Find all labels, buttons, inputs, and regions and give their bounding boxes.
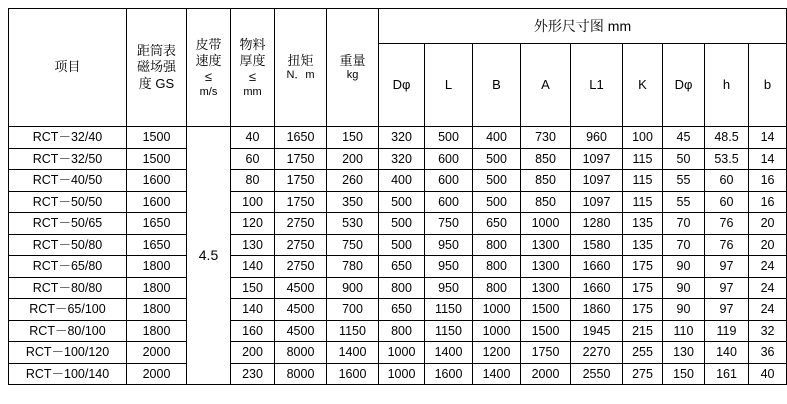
cell-K: 100: [623, 127, 663, 149]
cell-field-strength: 1500: [127, 148, 187, 170]
cell-L1: 2270: [571, 342, 623, 364]
cell-item: RCT－50/50: [9, 191, 127, 213]
cell-b: 24: [749, 256, 787, 278]
header-dimension-group: 外形尺寸图 mm: [379, 9, 787, 44]
cell-material-thickness: 130: [231, 234, 275, 256]
cell-weight: 1400: [327, 342, 379, 364]
cell-A: 1750: [521, 342, 571, 364]
cell-b: 20: [749, 234, 787, 256]
cell-h: 97: [705, 256, 749, 278]
cell-B: 1400: [473, 363, 521, 385]
cell-torque: 1750: [275, 170, 327, 192]
cell-torque: 8000: [275, 363, 327, 385]
cell-torque: 2750: [275, 256, 327, 278]
table-row: [9, 299, 787, 321]
table-header: [9, 9, 787, 127]
cell-field-strength: 1600: [127, 170, 187, 192]
cell-K: 175: [623, 256, 663, 278]
table-row: [9, 148, 787, 170]
cell-D2: 90: [663, 277, 705, 299]
cell-D2: 150: [663, 363, 705, 385]
header-belt-speed: 皮带 速度 ≤ m/s: [187, 9, 231, 127]
table-row: [9, 170, 787, 192]
cell-L: 600: [425, 191, 473, 213]
cell-L1: 2550: [571, 363, 623, 385]
cell-L1: 1580: [571, 234, 623, 256]
cell-field-strength: 1600: [127, 191, 187, 213]
cell-L1: 1097: [571, 170, 623, 192]
table-row: [9, 342, 787, 364]
cell-A: 1500: [521, 320, 571, 342]
cell-D1: 800: [379, 277, 425, 299]
cell-torque: 1650: [275, 127, 327, 149]
cell-D2: 70: [663, 213, 705, 235]
cell-b: 14: [749, 127, 787, 149]
cell-D1: 1000: [379, 342, 425, 364]
table-row: [9, 363, 787, 385]
cell-h: 76: [705, 234, 749, 256]
cell-K: 115: [623, 191, 663, 213]
header-weight: 重量 kg: [327, 9, 379, 127]
cell-D1: 400: [379, 170, 425, 192]
cell-torque: 8000: [275, 342, 327, 364]
cell-weight: 1150: [327, 320, 379, 342]
cell-A: 1000: [521, 213, 571, 235]
cell-field-strength: 2000: [127, 363, 187, 385]
cell-L: 950: [425, 234, 473, 256]
cell-torque: 4500: [275, 320, 327, 342]
cell-material-thickness: 100: [231, 191, 275, 213]
header-torque: 扭矩 N．m: [275, 9, 327, 127]
cell-L: 600: [425, 170, 473, 192]
cell-b: 20: [749, 213, 787, 235]
cell-B: 1000: [473, 320, 521, 342]
cell-D1: 320: [379, 148, 425, 170]
cell-L1: 960: [571, 127, 623, 149]
cell-item: RCT－100/120: [9, 342, 127, 364]
table-row: [9, 234, 787, 256]
cell-torque: 2750: [275, 234, 327, 256]
cell-B: 800: [473, 256, 521, 278]
cell-material-thickness: 140: [231, 256, 275, 278]
cell-h: 48.5: [705, 127, 749, 149]
cell-K: 115: [623, 148, 663, 170]
cell-field-strength: 1800: [127, 299, 187, 321]
cell-K: 255: [623, 342, 663, 364]
cell-L1: 1280: [571, 213, 623, 235]
cell-D2: 45: [663, 127, 705, 149]
table-body: [9, 127, 787, 385]
cell-K: 175: [623, 299, 663, 321]
cell-h: 97: [705, 299, 749, 321]
cell-b: 14: [749, 148, 787, 170]
table-row: [9, 191, 787, 213]
cell-B: 1000: [473, 299, 521, 321]
cell-material-thickness: 230: [231, 363, 275, 385]
cell-h: 60: [705, 191, 749, 213]
cell-L1: 1660: [571, 256, 623, 278]
cell-L: 750: [425, 213, 473, 235]
cell-K: 175: [623, 277, 663, 299]
cell-weight: 350: [327, 191, 379, 213]
cell-torque: 1750: [275, 191, 327, 213]
header-material-thickness: 物料 厚度 ≤ mm: [231, 9, 275, 127]
cell-h: 161: [705, 363, 749, 385]
cell-D2: 130: [663, 342, 705, 364]
cell-B: 500: [473, 148, 521, 170]
cell-L: 1150: [425, 299, 473, 321]
cell-D2: 110: [663, 320, 705, 342]
header-dim-L1: L1: [571, 44, 623, 127]
cell-b: 16: [749, 170, 787, 192]
cell-B: 500: [473, 191, 521, 213]
cell-D2: 90: [663, 256, 705, 278]
cell-A: 1500: [521, 299, 571, 321]
cell-weight: 150: [327, 127, 379, 149]
cell-item: RCT－80/100: [9, 320, 127, 342]
cell-field-strength: 1650: [127, 234, 187, 256]
header-dim-b: b: [749, 44, 787, 127]
cell-material-thickness: 200: [231, 342, 275, 364]
cell-A: 730: [521, 127, 571, 149]
cell-L: 600: [425, 148, 473, 170]
cell-L: 950: [425, 256, 473, 278]
cell-B: 800: [473, 277, 521, 299]
cell-torque: 4500: [275, 277, 327, 299]
header-dim-B: B: [473, 44, 521, 127]
cell-h: 97: [705, 277, 749, 299]
cell-weight: 530: [327, 213, 379, 235]
cell-L1: 1097: [571, 191, 623, 213]
cell-item: RCT－65/100: [9, 299, 127, 321]
cell-h: 119: [705, 320, 749, 342]
cell-torque: 2750: [275, 213, 327, 235]
cell-L1: 1097: [571, 148, 623, 170]
cell-b: 32: [749, 320, 787, 342]
cell-A: 1300: [521, 234, 571, 256]
cell-L1: 1945: [571, 320, 623, 342]
cell-field-strength: 1650: [127, 213, 187, 235]
cell-D1: 500: [379, 213, 425, 235]
cell-b: 24: [749, 277, 787, 299]
cell-K: 135: [623, 213, 663, 235]
cell-belt-speed: 4.5: [187, 127, 231, 385]
cell-field-strength: 2000: [127, 342, 187, 364]
cell-h: 140: [705, 342, 749, 364]
cell-weight: 900: [327, 277, 379, 299]
cell-D1: 800: [379, 320, 425, 342]
cell-h: 53.5: [705, 148, 749, 170]
cell-D2: 70: [663, 234, 705, 256]
cell-A: 850: [521, 170, 571, 192]
table-row: [9, 256, 787, 278]
cell-torque: 4500: [275, 299, 327, 321]
cell-D1: 650: [379, 299, 425, 321]
header-dim-D1: Dφ: [379, 44, 425, 127]
cell-field-strength: 1800: [127, 320, 187, 342]
cell-material-thickness: 80: [231, 170, 275, 192]
cell-D2: 50: [663, 148, 705, 170]
cell-field-strength: 1800: [127, 256, 187, 278]
cell-L: 500: [425, 127, 473, 149]
cell-material-thickness: 60: [231, 148, 275, 170]
cell-b: 36: [749, 342, 787, 364]
header-dim-L: L: [425, 44, 473, 127]
table-row: [9, 277, 787, 299]
cell-item: RCT－32/40: [9, 127, 127, 149]
cell-D1: 500: [379, 234, 425, 256]
cell-L1: 1660: [571, 277, 623, 299]
cell-b: 24: [749, 299, 787, 321]
header-dim-A: A: [521, 44, 571, 127]
cell-h: 60: [705, 170, 749, 192]
cell-K: 215: [623, 320, 663, 342]
cell-field-strength: 1800: [127, 277, 187, 299]
header-dim-D2: Dφ: [663, 44, 705, 127]
cell-B: 400: [473, 127, 521, 149]
cell-D1: 500: [379, 191, 425, 213]
cell-D1: 320: [379, 127, 425, 149]
cell-field-strength: 1500: [127, 127, 187, 149]
cell-D2: 55: [663, 170, 705, 192]
cell-item: RCT－80/80: [9, 277, 127, 299]
cell-weight: 1600: [327, 363, 379, 385]
cell-material-thickness: 160: [231, 320, 275, 342]
cell-A: 850: [521, 148, 571, 170]
cell-item: RCT－50/80: [9, 234, 127, 256]
cell-D2: 90: [663, 299, 705, 321]
table-row: [9, 127, 787, 149]
cell-weight: 780: [327, 256, 379, 278]
cell-weight: 260: [327, 170, 379, 192]
cell-item: RCT－65/80: [9, 256, 127, 278]
cell-item: RCT－40/50: [9, 170, 127, 192]
cell-weight: 700: [327, 299, 379, 321]
cell-weight: 200: [327, 148, 379, 170]
cell-weight: 750: [327, 234, 379, 256]
cell-material-thickness: 120: [231, 213, 275, 235]
cell-A: 1300: [521, 256, 571, 278]
header-row-top: [9, 9, 787, 44]
cell-B: 650: [473, 213, 521, 235]
cell-D1: 650: [379, 256, 425, 278]
cell-material-thickness: 150: [231, 277, 275, 299]
cell-b: 16: [749, 191, 787, 213]
table-row: [9, 320, 787, 342]
cell-b: 40: [749, 363, 787, 385]
cell-A: 1300: [521, 277, 571, 299]
cell-K: 135: [623, 234, 663, 256]
cell-material-thickness: 140: [231, 299, 275, 321]
header-field-strength: 距筒表 磁场强 度 GS: [127, 9, 187, 127]
cell-L: 1600: [425, 363, 473, 385]
cell-torque: 1750: [275, 148, 327, 170]
cell-D2: 55: [663, 191, 705, 213]
cell-item: RCT－100/140: [9, 363, 127, 385]
cell-K: 275: [623, 363, 663, 385]
cell-L: 1150: [425, 320, 473, 342]
cell-K: 115: [623, 170, 663, 192]
header-item: 项目: [9, 9, 127, 127]
cell-L: 950: [425, 277, 473, 299]
cell-D1: 1000: [379, 363, 425, 385]
specification-table: [8, 8, 787, 385]
cell-item: RCT－50/65: [9, 213, 127, 235]
cell-B: 500: [473, 170, 521, 192]
header-dim-K: K: [623, 44, 663, 127]
cell-A: 2000: [521, 363, 571, 385]
cell-item: RCT－32/50: [9, 148, 127, 170]
cell-B: 1200: [473, 342, 521, 364]
cell-h: 76: [705, 213, 749, 235]
cell-A: 850: [521, 191, 571, 213]
cell-L1: 1860: [571, 299, 623, 321]
cell-L: 1400: [425, 342, 473, 364]
header-dim-h: h: [705, 44, 749, 127]
cell-B: 800: [473, 234, 521, 256]
cell-material-thickness: 40: [231, 127, 275, 149]
table-row: [9, 213, 787, 235]
